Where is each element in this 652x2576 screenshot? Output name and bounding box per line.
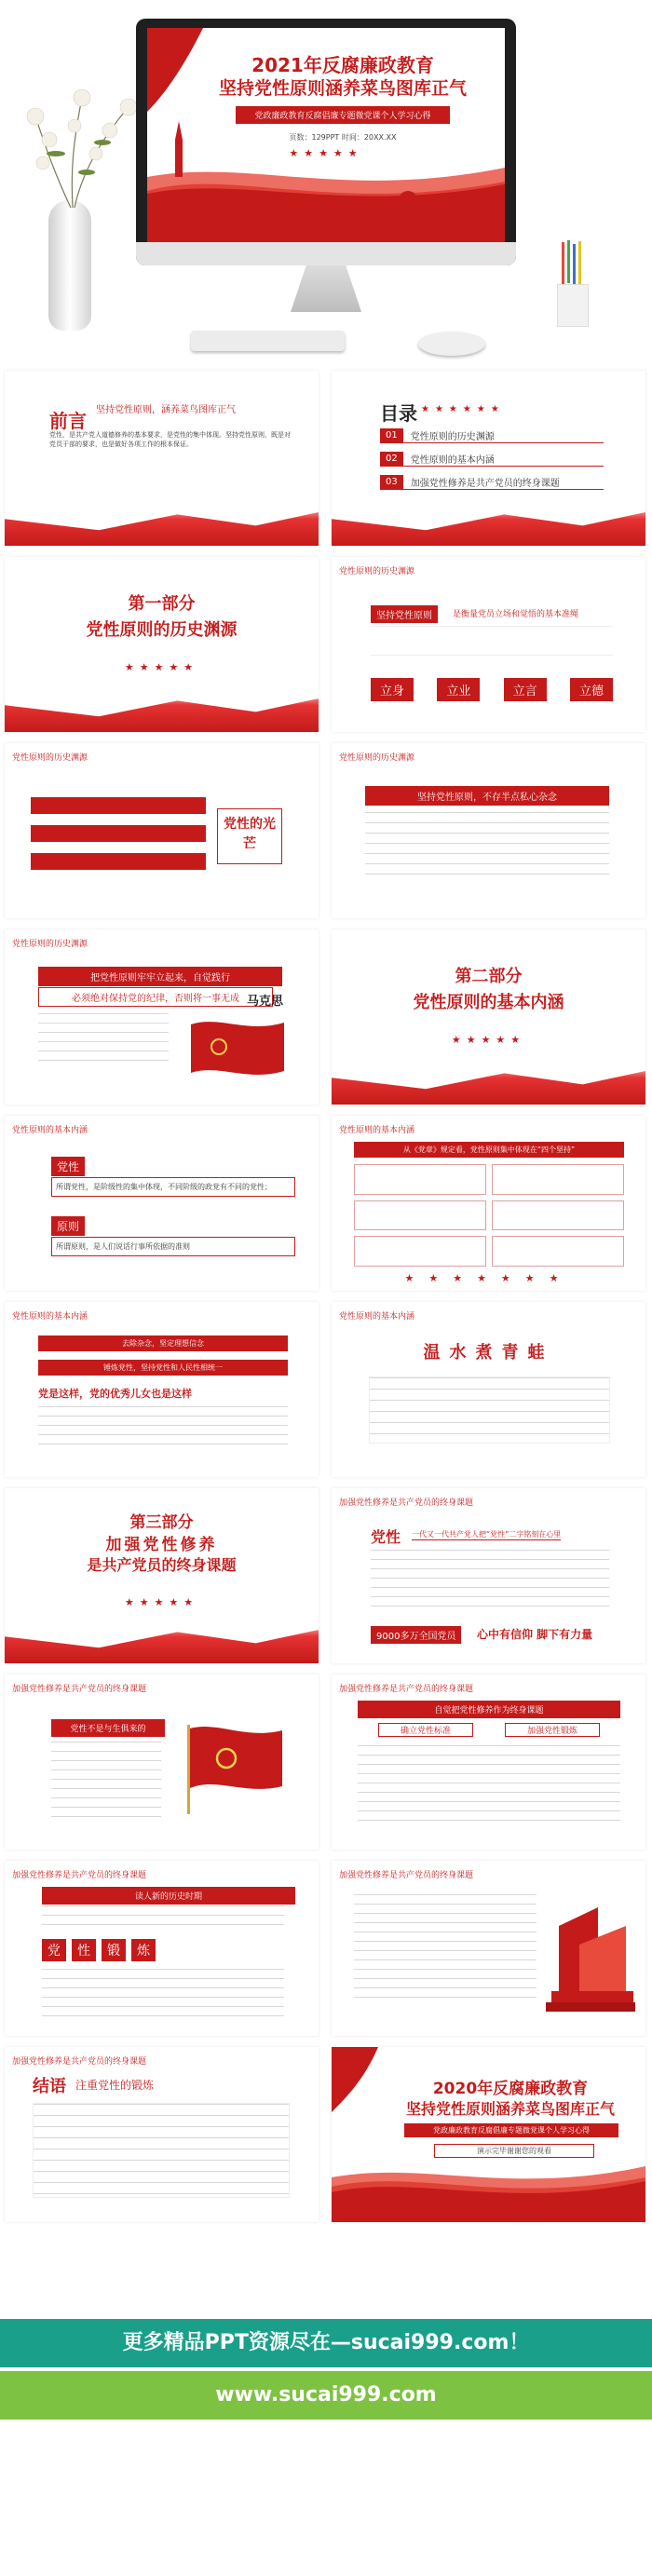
slide-breadcrumb: 党性原则的基本内涵 <box>12 1126 88 1135</box>
pencil-cup <box>557 284 589 327</box>
cover-meta: 页数：129PPT 时间：20XX.XX <box>289 133 397 142</box>
meaning3-text <box>38 1406 288 1453</box>
part3-subtitle-1: 加强党性修养 <box>105 1536 218 1554</box>
slide-meaning-3 <box>5 1302 319 1477</box>
monitor-chin <box>136 242 516 265</box>
lifelong1-tagline: 一代又一代共产党人把“党性”二字铭刻在心里 <box>412 1530 562 1539</box>
slide-breadcrumb: 党性原则的历史渊源 <box>12 753 88 763</box>
footer-text-1: 更多精品PPT资源尽在—sucai999.com！ <box>122 2331 530 2354</box>
slide-breadcrumb: 党性原则的基本内涵 <box>339 1126 415 1135</box>
slide-origin-3 <box>332 743 645 918</box>
toc-label: 党性原则的历史渊源 <box>410 432 495 442</box>
slide-part1 <box>5 557 319 732</box>
conclusion-title: 结语 <box>33 2077 66 2096</box>
monument-icon <box>542 1889 635 2028</box>
slide-lifelong-2 <box>5 1674 319 1850</box>
meaning1-text1: 所谓党性，是阶级性的集中体现，不同阶级的政党有不同的党性； <box>51 1177 295 1197</box>
slide-origin-4 <box>5 929 319 1105</box>
pencil-red <box>562 242 564 285</box>
cover-stars: ★★★★★ <box>289 147 363 159</box>
slide-preface <box>5 371 319 546</box>
lifelong3-bar: 自觉把党性修养作为终身课题 <box>358 1701 620 1718</box>
slide-lifelong-5 <box>332 1861 645 2036</box>
slide-lifelong-1 <box>332 1488 645 1663</box>
toc-label: 加强党性修养是共产党员的终身课题 <box>410 479 560 489</box>
meaning3-bar2: 锤炼党性，坚持党性和人民性相统一 <box>38 1360 288 1376</box>
meaning4-text <box>369 1376 610 1444</box>
part2-subtitle: 党性原则的基本内涵 <box>413 993 564 1012</box>
origin-tag: 坚持党性原则 <box>371 605 438 623</box>
origin2-box-title: 党性的光芒 <box>217 808 282 864</box>
cover-slide <box>147 28 505 242</box>
footer-text-2: www.sucai999.com <box>215 2383 437 2407</box>
origin3-text <box>365 812 609 877</box>
lifelong4-text1 <box>42 1905 284 1933</box>
toc-number: 02 <box>380 452 403 466</box>
footer-banner-green[interactable] <box>0 2371 652 2420</box>
meaning1-tag1: 党性 <box>51 1157 85 1176</box>
toc-label: 党性原则的基本内涵 <box>410 455 495 466</box>
conclusion-text <box>33 2103 290 2198</box>
pencil-green <box>567 240 570 283</box>
part2-stars: ★★★★★ <box>451 1034 526 1046</box>
hammer-sickle-flag-icon <box>180 1721 292 1814</box>
meaning2-grid <box>354 1164 624 1267</box>
slide-ribbon <box>5 1619 319 1663</box>
part3-stars: ★★★★★ <box>124 1596 199 1608</box>
slide-breadcrumb: 党性原则的历史渊源 <box>339 567 415 576</box>
preface-subtitle: 坚持党性原则，涵养菜鸟图库正气 <box>96 405 236 415</box>
part1-title: 第一部分 <box>128 594 196 614</box>
toc-stars: ★★★★★★ <box>421 404 505 414</box>
meaning2-cell <box>354 1236 486 1267</box>
origin4-bar1: 把党性原则牢牢立起来，自觉践行 <box>38 967 282 986</box>
slide-origin-1 <box>332 557 645 732</box>
slide-breadcrumb: 党性原则的基本内涵 <box>12 1312 88 1322</box>
meaning2-bar: 从《党章》规定看，党性原则集中体现在“四个坚持” <box>354 1142 624 1158</box>
cover-title-1: 2021年反腐廉政教育 <box>251 54 434 76</box>
meaning2-cell <box>492 1164 624 1195</box>
end-title-2: 坚持党性原则涵养菜鸟图库正气 <box>405 2100 615 2118</box>
lifelong1-stat2: 心中有信仰 脚下有力量 <box>477 1628 593 1641</box>
toc-title: 目录 <box>380 402 417 425</box>
pencil-yellow <box>578 241 581 284</box>
slide-meaning-4 <box>332 1302 645 1477</box>
meaning2-cell <box>492 1200 624 1231</box>
button-lide: 立德 <box>570 678 613 701</box>
preface-text: 党性，是共产党人道德修养的基本要求，是党性的集中体现。坚持党性原则，既是对党员干部的要求，也是做好各项工作的根本保证。 <box>49 431 291 449</box>
flower-vase <box>48 200 91 331</box>
slide-conclusion <box>5 2047 319 2222</box>
slide-breadcrumb: 加强党性修养是共产党员的终身课题 <box>12 1685 147 1694</box>
char-box: 炼 <box>131 1939 156 1961</box>
origin2-box2 <box>31 825 206 842</box>
origin4-name: 马克思 <box>247 995 284 1009</box>
toc-number: 03 <box>380 475 403 489</box>
button-liyan: 立言 <box>504 678 547 701</box>
lifelong1-stat: 9000多万全国党员 <box>371 1626 461 1644</box>
meaning2-stars: ★★★★★★★ <box>404 1272 574 1284</box>
lifelong3-tag1: 确立党性标准 <box>378 1723 473 1737</box>
slide-breadcrumb: 加强党性修养是共产党员的终身课题 <box>339 1685 474 1694</box>
keyboard <box>191 331 345 351</box>
footer-banner-teal[interactable] <box>0 2319 652 2367</box>
slide-part3 <box>5 1488 319 1663</box>
slide-breadcrumb: 加强党性修养是共产党员的终身课题 <box>339 1871 474 1880</box>
cover-subtitle: 党政廉政教育反腐倡廉专题微党课个人学习心得 <box>236 106 450 124</box>
slide-breadcrumb: 加强党性修养是共产党员的终身课题 <box>339 1498 474 1508</box>
mouse <box>418 332 485 356</box>
hero-mockup <box>0 0 652 363</box>
slide-lifelong-4 <box>5 1861 319 2036</box>
conclusion-subtitle: 注重党性的锻炼 <box>75 2079 155 2092</box>
lifelong5-text <box>354 1894 537 2006</box>
origin2-box3 <box>31 853 206 870</box>
char-box: 党 <box>42 1939 66 1961</box>
part1-subtitle: 党性原则的历史渊源 <box>86 620 238 640</box>
origin-tagline: 是衡量党员立场和觉悟的基本准绳 <box>453 610 579 619</box>
slide-meaning-2 <box>332 1116 645 1291</box>
part1-stars: ★★★★★ <box>124 661 199 673</box>
preface-title: 前言 <box>49 410 87 432</box>
end-meta: 演示完毕谢谢您的观看 <box>434 2144 594 2158</box>
slide-meaning-1 <box>5 1116 319 1291</box>
lifelong3-text <box>358 1745 620 1827</box>
slide-breadcrumb: 加强党性修养是共产党员的终身课题 <box>12 2057 147 2067</box>
cover-title-2: 坚持党性原则涵养菜鸟图库正气 <box>218 78 467 99</box>
slide-breadcrumb: 党性原则的基本内涵 <box>339 1312 415 1322</box>
slide-ribbon <box>332 1060 645 1105</box>
slide-lifelong-3 <box>332 1674 645 1850</box>
slide-toc <box>332 371 645 546</box>
origin4-bar2: 必须绝对保持党的纪律，否则将一事无成 <box>38 987 273 1007</box>
button-liye: 立业 <box>437 678 480 701</box>
slide-ribbon <box>5 687 319 732</box>
slide-breadcrumb: 加强党性修养是共产党员的终身课题 <box>12 1871 147 1880</box>
origin3-bar: 坚持党性原则，不存半点私心杂念 <box>365 786 609 806</box>
meaning2-cell <box>354 1200 486 1231</box>
lifelong3-tag2: 加强党性锻炼 <box>505 1723 600 1737</box>
origin4-text <box>38 1013 169 1069</box>
lifelong1-tag: 党性 <box>371 1528 401 1546</box>
slide-ribbon <box>5 501 319 546</box>
part3-subtitle-2: 是共产党员的终身课题 <box>87 1556 237 1574</box>
meaning2-cell <box>354 1164 486 1195</box>
part2-title: 第二部分 <box>455 967 523 986</box>
pencil-blue <box>573 244 576 287</box>
part3-title: 第三部分 <box>129 1513 194 1532</box>
toc-item[interactable] <box>380 475 604 490</box>
lifelong4-bar: 读人新的历史时期 <box>42 1887 295 1905</box>
lifelong4-text2 <box>42 1969 284 2021</box>
end-title-1: 2020年反腐廉政教育 <box>432 2080 589 2098</box>
lifelong4-chars <box>42 1939 156 1961</box>
slide-breadcrumb: 党性原则的历史渊源 <box>339 753 415 763</box>
char-box: 锻 <box>102 1939 126 1961</box>
origin2-box1 <box>31 797 206 814</box>
slide-ribbon <box>332 501 645 546</box>
end-subtitle: 党政廉政教育反腐倡廉专题微党课个人学习心得 <box>404 2123 618 2137</box>
origin-buttons <box>371 678 613 701</box>
monitor <box>136 19 516 265</box>
slide-end <box>332 2047 645 2222</box>
toc-item[interactable] <box>380 428 604 443</box>
toc-number: 01 <box>380 428 403 442</box>
slide-part2 <box>332 929 645 1105</box>
lifelong2-text <box>51 1742 161 1820</box>
origin-text <box>371 626 613 656</box>
meaning3-bar1: 去除杂念，坚定理想信念 <box>38 1335 288 1351</box>
slide-breadcrumb: 党性原则的历史渊源 <box>12 940 88 949</box>
party-flag-icon <box>182 1015 293 1090</box>
monitor-stand <box>291 265 361 312</box>
char-box: 性 <box>72 1939 96 1961</box>
lifelong1-text <box>371 1550 609 1611</box>
slide-origin-2 <box>5 743 319 918</box>
meaning1-tag2: 原则 <box>51 1216 85 1236</box>
meaning3-tagline: 党是这样，党的优秀儿女也是这样 <box>38 1388 192 1400</box>
meaning2-cell <box>492 1236 624 1267</box>
lifelong2-bar: 党性不是与生俱来的 <box>51 1719 165 1737</box>
toc-item[interactable] <box>380 452 604 467</box>
toc-list <box>380 428 604 498</box>
button-lishen: 立身 <box>371 678 414 701</box>
meaning4-title: 温水煮青蛙 <box>423 1343 554 1363</box>
meaning1-text2: 所谓原则，是人们说话行事所依据的准则 <box>51 1237 295 1256</box>
